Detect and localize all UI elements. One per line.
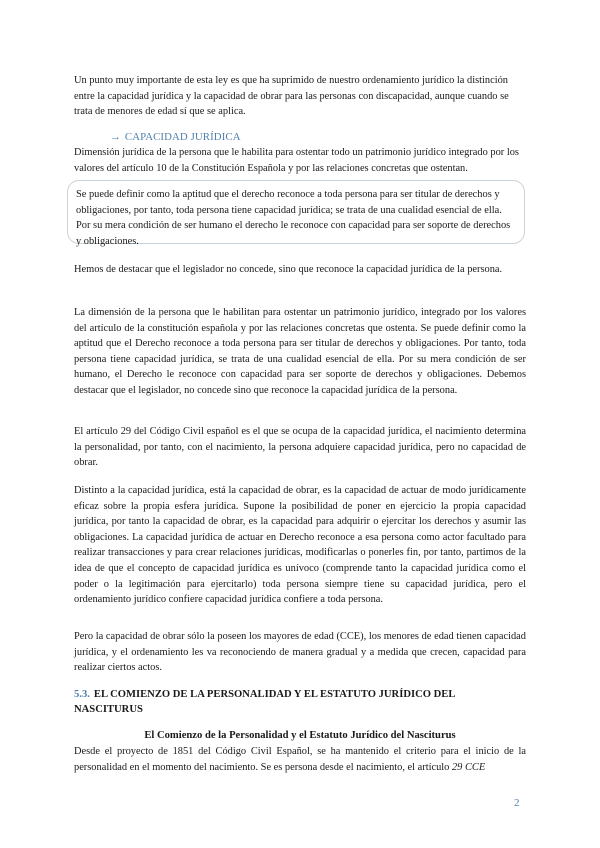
obrar-paragraph: Pero la capacidad de obrar sólo la poseen los mayores de edad (CCE), los menores de edad tienen capacidad jurídica, y el ordenamiento les va reconociendo de manera gradual y a medida que crecen, capacidad para realizar ciertos actos. bbox=[74, 631, 526, 674]
subsection-text-italic: 29 CCE bbox=[451, 761, 486, 773]
definition-box bbox=[67, 180, 525, 247]
definition-box-text: Se puede definir como la aptitud que el derecho reconoce a toda persona para ser titular de derechos y obligaciones, por tanto, toda persona tiene capacidad jurídica; se trata de una cualidad esencial de ella. Por su mera condición de ser humano el derecho le reconoce con capacidad para ser soporte de derechos y obligaciones. bbox=[76, 189, 511, 247]
section-title-text: EL COMIENZO DE LA PERSONALIDAD Y EL ESTATUTO JURÍDICO DEL NASCITURUS bbox=[74, 689, 455, 715]
capacidad-juridica-heading bbox=[110, 131, 241, 143]
subsection-text: Desde el proyecto de 1851 del Código Civil Español, se ha mantenido el criterio para el inicio de la personalidad en el momento del nacimiento. Se es persona desde el nacimiento, el artículo bbox=[74, 746, 526, 773]
intro-paragraph: Un punto muy importante de esta ley es que ha suprimido de nuestro ordenamiento jurídico la distinción entre la capacidad jurídica y la capacidad de obrar para las personas con discapacidad, aunque cuando se trata de menores de edad sí que se aplica. bbox=[74, 75, 509, 118]
articulo29-paragraph: El artículo 29 del Código Civil español es el que se ocupa de la capacidad jurídica, el nacimiento determina la personalidad, por tanto, con el nacimiento, la persona adquiere capacidad jurídica, pero no capacidad de obrar. bbox=[74, 426, 526, 469]
distinto-paragraph: Distinto a la capacidad jurídica, está la capacidad de obrar, es la capacidad de actuar de modo jurídicamente eficaz sobre la propia esfera jurídica. Supone la posibilidad de poner en ejercicio la propia capacidad jurídica, por tanto la capacidad de obrar, es la capacidad para adquirir o ejercitar los derechos y asumir las obligaciones. La capacidad jurídica de actuar en Derecho reconoce a esa persona como actor facultado para realizar transacciones y para crear relaciones jurídicas, modificarlas o ponerles fin, por tanto, partimos de la idea de que el concepto de capacidad jurídica es unívoco (comprende tanto la capacidad jurídica como el poder o la legitimación para ejercitarlo) toda persona siempre tiene su capacidad jurídica, pero el ordenamiento jurídico confiere capacidad jurídica confiere a toda persona. bbox=[74, 485, 526, 606]
page-number: 2 bbox=[514, 797, 520, 809]
subsection-title: El Comienzo de la Personalidad y el Estatuto Jurídico del Nasciturus bbox=[144, 730, 456, 741]
arrow-icon: → bbox=[110, 131, 121, 143]
legislador-paragraph: Hemos de destacar que el legislador no concede, sino que reconoce la capacidad jurídica de la persona. bbox=[74, 264, 503, 275]
capacidad-juridica-heading-text: CAPACIDAD JURÍDICA bbox=[124, 131, 241, 143]
section-heading bbox=[74, 687, 526, 717]
section-number: 5.3. bbox=[74, 689, 90, 700]
subsection-paragraph bbox=[74, 744, 526, 775]
dimension-paragraph: Dimensión jurídica de la persona que le habilita para ostentar todo un patrimonio jurídico integrado por los valores del artículo 10 de la Constitución Española y por las relaciones concretas que ostentan. bbox=[74, 147, 519, 174]
dimension2-paragraph: La dimensión de la persona que le habilitan para ostentar un patrimonio jurídico, integrado por los valores del artículo de la constitución española y por las relaciones concretas que ostenta. Se puede definir como la aptitud que el Derecho reconoce a toda persona para ser titular de derechos y obligaciones. Por tanto, toda persona tiene capacidad jurídica, se trata de una cualidad esencial de ella. Por su mera condición de ser humano, el Derecho le reconoce con capacidad para ser soporte de derechos y obligaciones. Debemos destacar que el legislador, no concede sino que reconoce la capacidad jurídica de la persona. bbox=[74, 307, 526, 396]
